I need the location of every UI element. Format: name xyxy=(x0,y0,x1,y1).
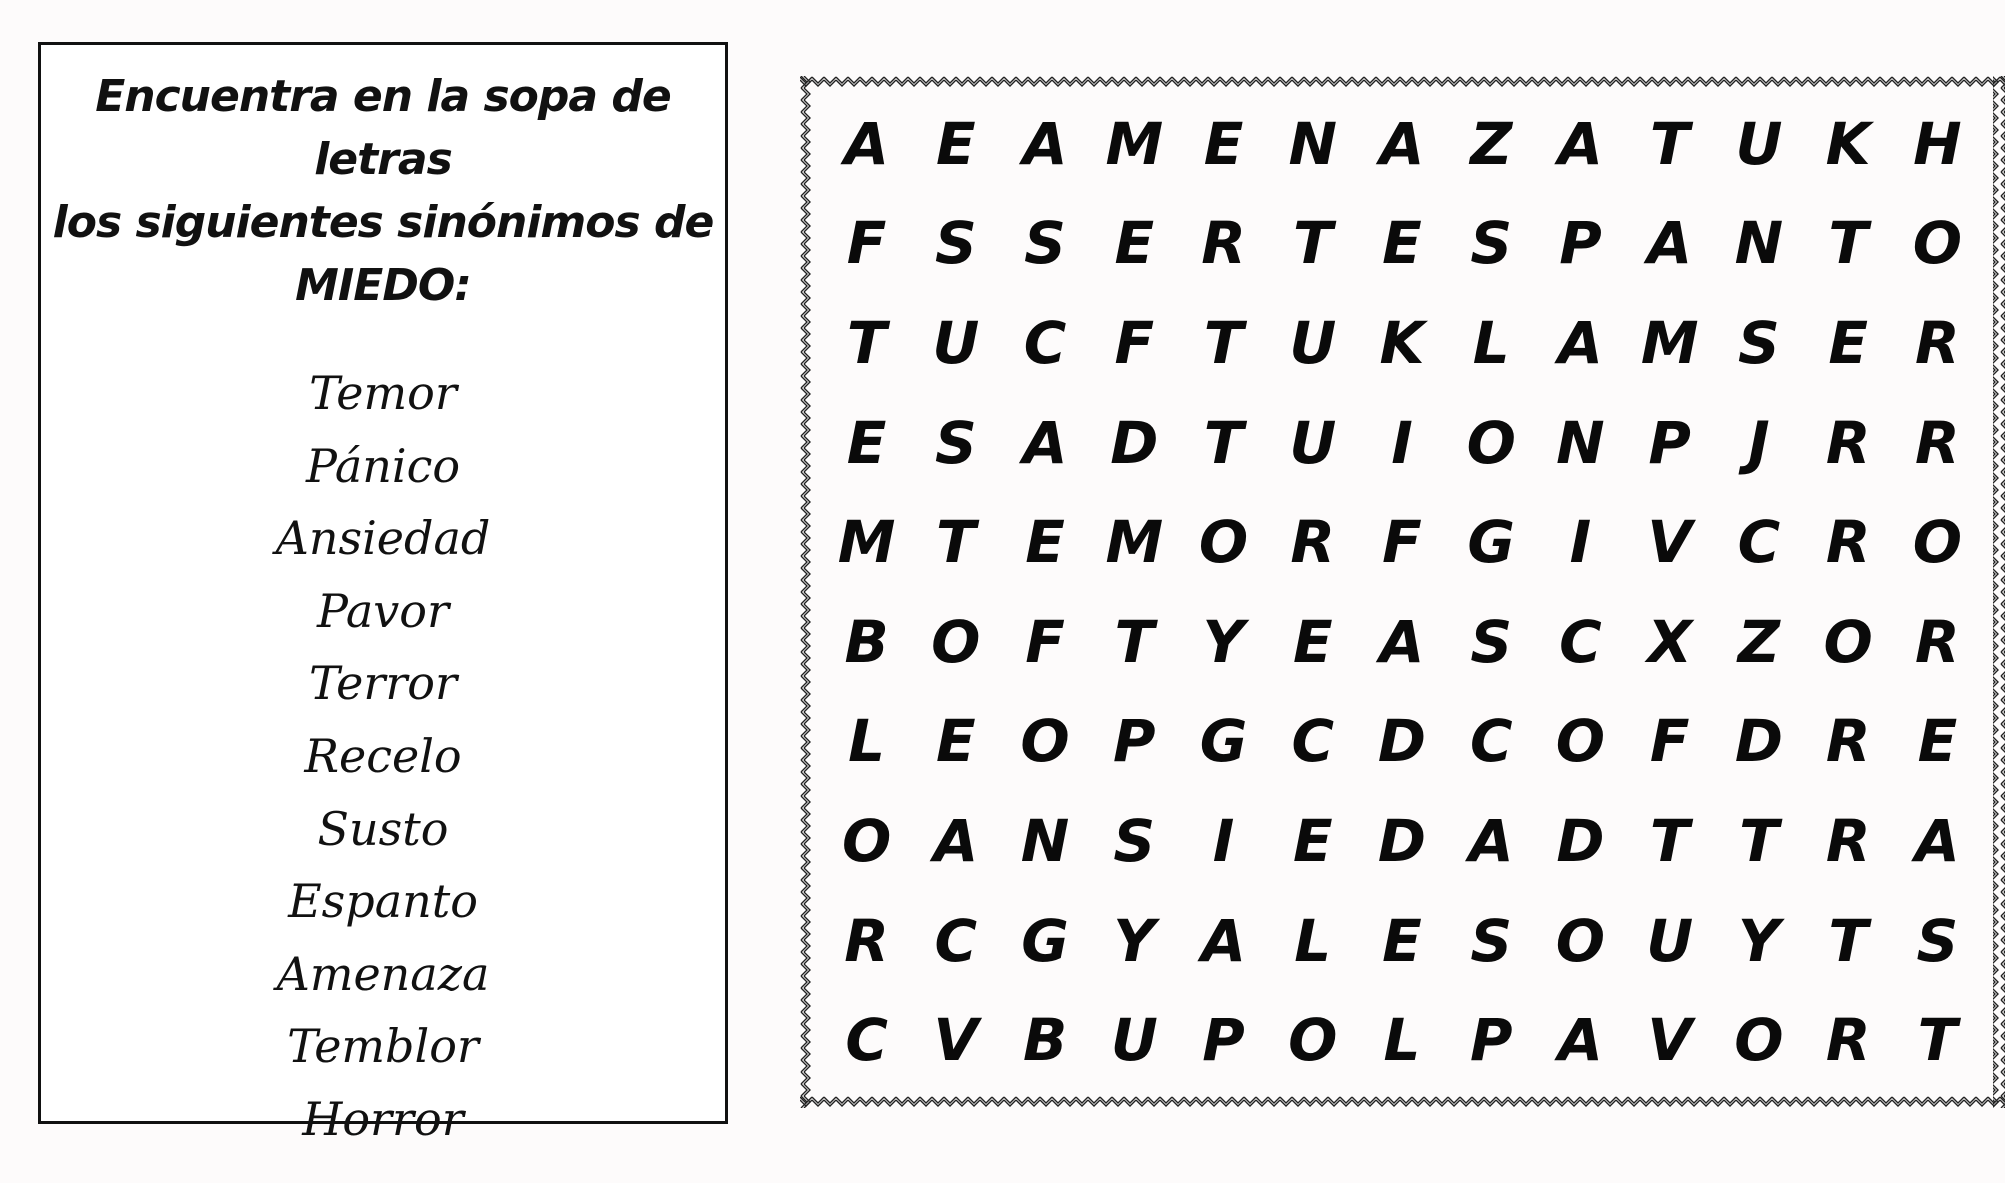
grid-cell[interactable]: R xyxy=(1825,408,1871,477)
grid-cell[interactable]: T xyxy=(1828,209,1868,278)
grid-cell[interactable]: A xyxy=(1468,806,1514,875)
grid-cell[interactable]: A xyxy=(1647,209,1693,278)
word-item-recelo: Recelo xyxy=(304,728,462,783)
grid-cell[interactable]: I xyxy=(1391,408,1413,477)
grid-cell[interactable]: F xyxy=(846,209,887,278)
grid-cell[interactable]: N xyxy=(1556,408,1605,477)
grid-cell[interactable]: T xyxy=(1917,1006,1958,1075)
word-item-horror: Horror xyxy=(302,1091,464,1146)
grid-cell[interactable]: V xyxy=(933,1006,979,1075)
word-item-terror: Terror xyxy=(309,656,457,711)
grid-cell[interactable]: T xyxy=(1203,408,1244,477)
grid-cell[interactable]: N xyxy=(1734,209,1784,278)
grid-cell[interactable]: P xyxy=(1113,707,1156,776)
grid-cell[interactable]: E xyxy=(1203,109,1244,178)
grid-cell[interactable]: T xyxy=(1292,209,1333,278)
grid-cell[interactable]: T xyxy=(936,508,976,577)
grid-cell[interactable]: U xyxy=(1735,109,1783,178)
grid-cell[interactable]: U xyxy=(932,308,980,377)
word-item-susto: Susto xyxy=(317,801,449,856)
grid-cell[interactable]: M xyxy=(1640,308,1699,377)
word-item-amenaza: Amenaza xyxy=(276,946,490,1001)
word-list xyxy=(41,357,725,1156)
grid-cell[interactable]: E xyxy=(1025,508,1065,577)
grid-cell[interactable]: I xyxy=(1212,806,1235,875)
word-list-panel xyxy=(38,42,728,1146)
grid-cell[interactable]: Z xyxy=(1737,607,1780,676)
grid-cell[interactable]: K xyxy=(1379,308,1425,377)
grid-cell[interactable]: V xyxy=(1647,1006,1693,1075)
grid-cell[interactable]: L xyxy=(1294,906,1332,975)
grid-cell[interactable]: O xyxy=(1912,508,1963,577)
grid-cell[interactable]: A xyxy=(933,806,979,875)
grid-cell[interactable]: C xyxy=(934,906,978,975)
grid-cell[interactable]: F xyxy=(1114,308,1155,377)
grid-cell[interactable]: G xyxy=(1021,906,1069,975)
grid-cell[interactable]: S xyxy=(1470,209,1513,278)
grid-cell[interactable]: N xyxy=(1288,109,1338,178)
grid-cell[interactable]: A xyxy=(1558,1006,1603,1075)
grid-cell[interactable]: U xyxy=(1646,906,1694,975)
grid-cell[interactable]: E xyxy=(1382,209,1422,278)
instructions-heading xyxy=(41,65,725,317)
grid-cell[interactable]: O xyxy=(1466,408,1516,477)
grid-cell[interactable]: T xyxy=(846,308,887,377)
grid-cell[interactable]: E xyxy=(1292,607,1333,676)
grid-cell[interactable]: J xyxy=(1748,408,1770,477)
grid-cell[interactable]: U xyxy=(1289,308,1337,377)
grid-cell[interactable]: K xyxy=(1825,109,1871,178)
grid-cell[interactable]: C xyxy=(845,1006,888,1075)
grid-cell[interactable]: F xyxy=(1025,607,1065,676)
grid-cell[interactable]: O xyxy=(1198,508,1249,577)
grid-cell[interactable]: C xyxy=(1291,707,1335,776)
letter-grid-frame xyxy=(800,76,2005,1108)
grid-cell[interactable]: U xyxy=(1289,408,1337,477)
grid-cell[interactable]: Z xyxy=(1470,109,1513,178)
grid-cell[interactable]: G xyxy=(1467,508,1516,577)
grid-cell[interactable]: H xyxy=(1913,109,1962,178)
grid-cell[interactable]: E xyxy=(936,707,976,776)
instructions-line-2: los siguientes sinónimos de xyxy=(52,197,714,248)
grid-cell[interactable]: D xyxy=(1110,408,1159,477)
word-item-espanto: Espanto xyxy=(288,874,478,929)
grid-cell[interactable]: E xyxy=(1828,308,1868,377)
grid-cell[interactable]: R xyxy=(1825,508,1871,577)
grid-cell[interactable]: R xyxy=(1825,1006,1871,1075)
grid-cell[interactable]: R xyxy=(1915,308,1960,377)
grid-cell[interactable]: C xyxy=(1023,308,1067,377)
grid-cell[interactable]: T xyxy=(1828,906,1868,975)
grid-cell[interactable]: A xyxy=(1914,806,1960,875)
grid-cell[interactable]: S xyxy=(1738,308,1780,377)
grid-cell[interactable]: P xyxy=(1648,408,1691,477)
grid-cell[interactable]: R xyxy=(1290,508,1336,577)
grid-cell[interactable]: R xyxy=(1915,408,1960,477)
grid-cell[interactable]: Y xyxy=(1737,906,1780,975)
grid-cell[interactable]: L xyxy=(1383,1006,1421,1075)
grid-cell[interactable]: M xyxy=(837,508,896,577)
grid-cell[interactable]: F xyxy=(1649,707,1690,776)
grid-cell[interactable]: D xyxy=(1377,806,1427,875)
grid-cell[interactable]: L xyxy=(848,707,886,776)
grid-cell[interactable]: S xyxy=(1113,806,1156,875)
grid-cell[interactable]: E xyxy=(846,408,887,477)
grid-cell[interactable]: Y xyxy=(1202,607,1245,676)
grid-cell[interactable]: P xyxy=(1469,1006,1513,1075)
grid-cell[interactable]: C xyxy=(1737,508,1781,577)
grid-cell[interactable]: N xyxy=(1020,806,1070,875)
grid-cell[interactable]: B xyxy=(1022,1006,1068,1075)
word-item-panico: Pánico xyxy=(305,438,461,493)
grid-cell[interactable]: C xyxy=(1469,707,1513,776)
grid-cell[interactable]: O xyxy=(1823,607,1873,676)
grid-cell[interactable]: M xyxy=(1105,508,1164,577)
grid-cell[interactable]: C xyxy=(1559,607,1602,676)
grid-cell[interactable]: A xyxy=(1379,109,1425,178)
grid-cell[interactable]: M xyxy=(1105,109,1164,178)
grid-cell[interactable]: E xyxy=(1917,707,1958,776)
grid-cell[interactable]: S xyxy=(1916,906,1959,975)
grid-cell[interactable]: A xyxy=(844,109,890,178)
grid-cell[interactable]: V xyxy=(1647,508,1693,577)
grid-cell[interactable]: U xyxy=(1110,1006,1158,1075)
grid-cell[interactable]: E xyxy=(936,109,976,178)
grid-cell[interactable]: I xyxy=(1569,508,1592,577)
word-item-ansiedad: Ansiedad xyxy=(275,511,491,566)
word-item-temblor: Temblor xyxy=(287,1019,479,1074)
grid-cell[interactable]: A xyxy=(1201,906,1246,975)
grid-cell[interactable]: F xyxy=(1382,508,1422,577)
grid-cell[interactable]: T xyxy=(1203,308,1244,377)
grid-cell[interactable]: E xyxy=(1292,806,1333,875)
grid-cell[interactable]: S xyxy=(1470,607,1513,676)
grid-cell[interactable]: R xyxy=(1825,707,1871,776)
grid-cell[interactable]: T xyxy=(1649,109,1690,178)
grid-cell[interactable]: R xyxy=(844,906,889,975)
grid-cell[interactable]: T xyxy=(1114,607,1155,676)
grid-cell[interactable]: D xyxy=(1734,707,1783,776)
grid-cell[interactable]: T xyxy=(1649,806,1690,875)
letter-grid xyxy=(822,94,1982,1090)
grid-cell[interactable]: R xyxy=(1915,607,1960,676)
grid-cell[interactable]: D xyxy=(1556,806,1605,875)
grid-cell[interactable]: P xyxy=(1202,1006,1245,1075)
grid-cell[interactable]: A xyxy=(1379,607,1425,676)
grid-cell[interactable]: O xyxy=(1020,707,1070,776)
grid-cell[interactable]: L xyxy=(1472,308,1510,377)
grid-cell[interactable]: A xyxy=(1022,109,1068,178)
word-item-pavor: Pavor xyxy=(317,583,449,638)
grid-cell[interactable]: E xyxy=(1114,209,1155,278)
grid-cell[interactable]: O xyxy=(931,607,981,676)
grid-cell[interactable]: A xyxy=(1558,109,1603,178)
grid-cell[interactable]: R xyxy=(1201,209,1246,278)
grid-cell[interactable]: A xyxy=(1558,308,1603,377)
grid-cell[interactable]: S xyxy=(934,408,977,477)
grid-cell[interactable]: R xyxy=(1825,806,1871,875)
grid-cell[interactable]: E xyxy=(1382,906,1422,975)
grid-cell[interactable]: P xyxy=(1559,209,1602,278)
grid-cell[interactable]: O xyxy=(1912,209,1963,278)
instructions-line-1: Encuentra en la sopa de letras xyxy=(95,71,671,185)
grid-cell[interactable]: D xyxy=(1377,707,1427,776)
grid-cell[interactable]: O xyxy=(1734,1006,1784,1075)
grid-cell[interactable]: S xyxy=(1024,209,1066,278)
grid-cell[interactable]: S xyxy=(1470,906,1513,975)
grid-cell[interactable]: O xyxy=(1555,906,1606,975)
grid-cell[interactable]: O xyxy=(1555,707,1606,776)
grid-cell[interactable]: T xyxy=(1739,806,1779,875)
instructions-line-3: MIEDO: xyxy=(295,260,471,311)
word-item-temor: Temor xyxy=(309,366,457,420)
grid-cell[interactable]: A xyxy=(1022,408,1068,477)
grid-cell[interactable]: S xyxy=(934,209,977,278)
grid-cell[interactable]: B xyxy=(844,607,889,676)
grid-cell[interactable]: Y xyxy=(1113,906,1156,975)
grid-cell[interactable]: G xyxy=(1199,707,1248,776)
grid-cell[interactable]: X xyxy=(1647,607,1693,676)
grid-cell[interactable]: O xyxy=(1288,1006,1338,1075)
grid-cell[interactable]: O xyxy=(841,806,892,875)
